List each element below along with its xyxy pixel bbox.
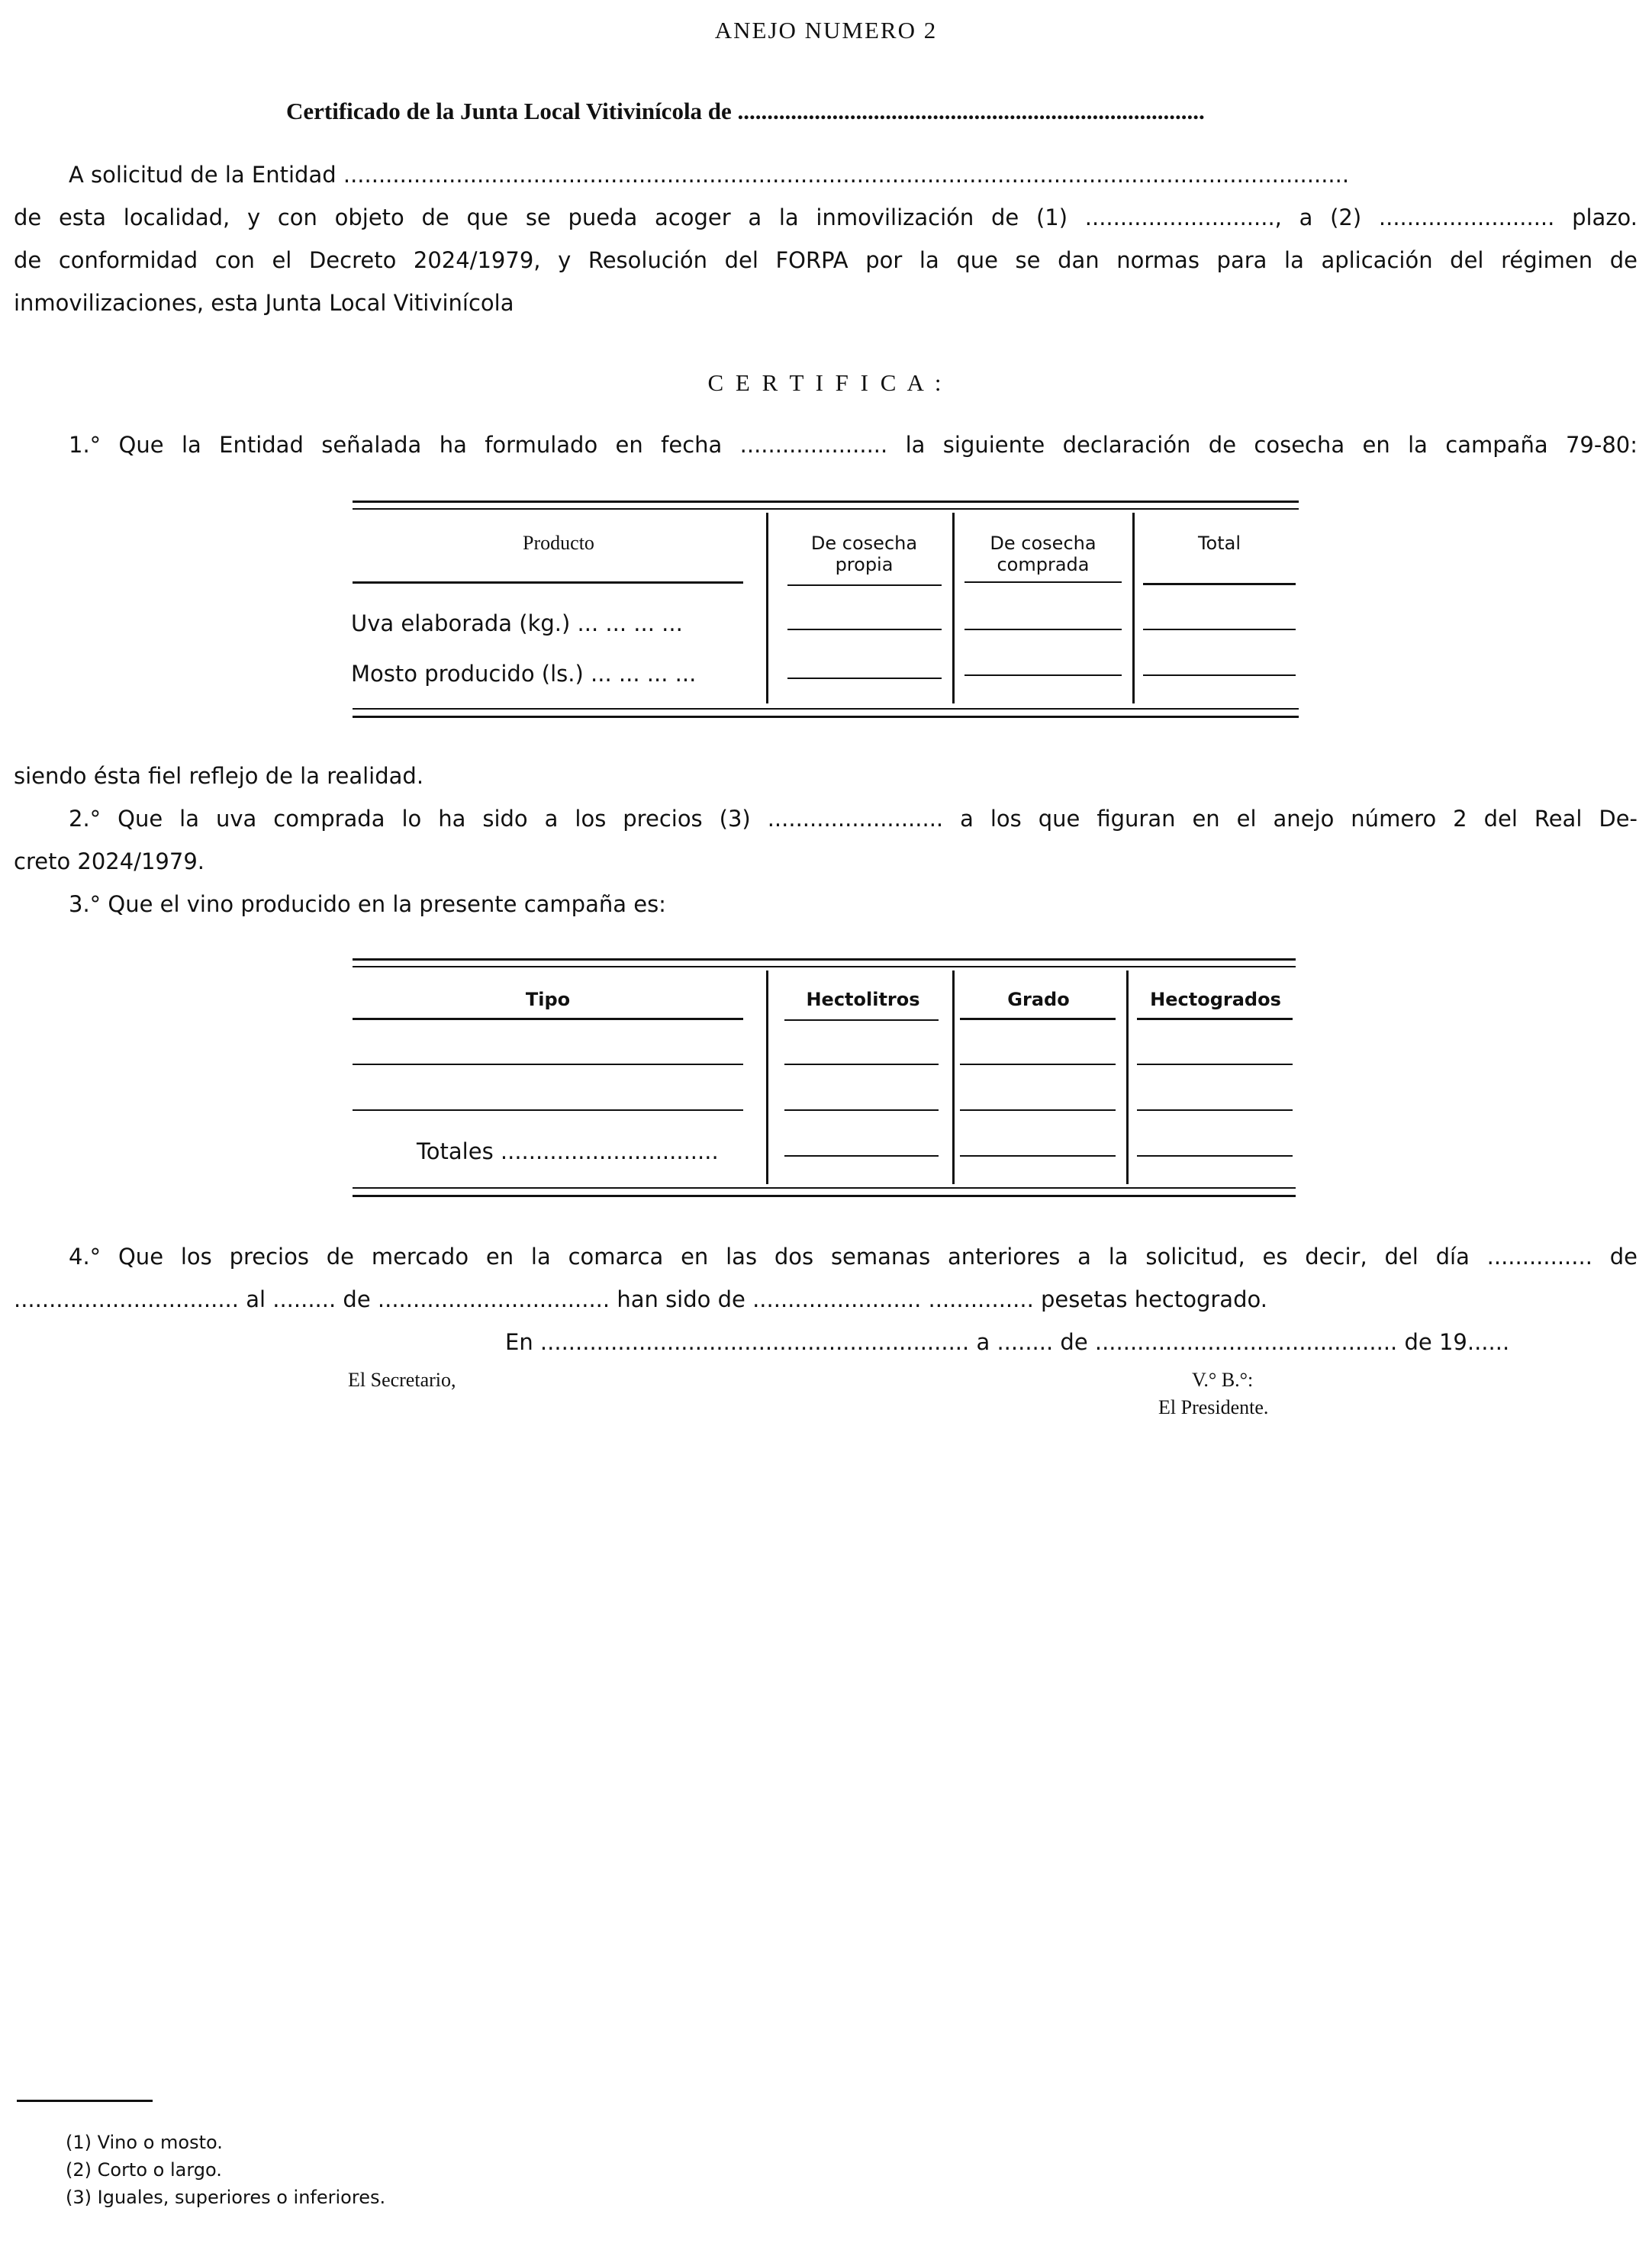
table2-totales-hectogrados xyxy=(1137,1155,1293,1157)
table1-header-comprada: De cosecha comprada xyxy=(990,533,1097,575)
item-4-line-2: ................................ al ......... de ................................. han sido de ........................ ............... pesetas hectogrado. xyxy=(14,1286,1267,1312)
certificate-title: Certificado de la Junta Local Vitivinícola de ............................................................................... xyxy=(286,98,1205,124)
table2-header-tipo: Tipo xyxy=(525,989,571,1010)
table2-top-rule-2 xyxy=(353,966,1296,967)
footnote-3: (3) Iguales, superiores o inferiores. xyxy=(66,2187,386,2208)
table2-row2-tipo xyxy=(353,1109,743,1111)
table1-top-rule-2 xyxy=(353,508,1299,510)
table1-col-divider-2 xyxy=(952,513,955,703)
table1-header-rule-col2 xyxy=(787,584,942,586)
intro-line-4: inmovilizaciones, esta Junta Local Vitivinícola xyxy=(14,290,514,316)
table1-header-total: Total xyxy=(1197,533,1241,554)
signature-secretario: El Secretario, xyxy=(348,1369,456,1391)
table1-blank-mosto-comprada xyxy=(964,674,1122,676)
table1-header-producto: Producto xyxy=(523,532,594,554)
footnote-1: (1) Vino o mosto. xyxy=(66,2132,223,2153)
table2-totales-label: Totales ............................... xyxy=(417,1138,719,1164)
document-heading: ANEJO NUMERO 2 xyxy=(714,17,938,43)
table2-row2-grado xyxy=(960,1109,1116,1111)
table1-header-rule-col1 xyxy=(353,581,743,584)
table2-bottom-rule-2 xyxy=(353,1195,1296,1197)
table1-col-divider-1 xyxy=(766,513,768,703)
table1-row-mosto: Mosto producido (ls.) ... ... ... ... xyxy=(351,661,697,687)
table1-blank-mosto-propia xyxy=(787,678,942,679)
table1-blank-uva-propia xyxy=(787,629,942,630)
table2-row1-grado xyxy=(960,1064,1116,1065)
table2-col-divider-1 xyxy=(766,970,768,1184)
table2-header-grado: Grado xyxy=(1007,989,1070,1010)
signature-vobo: V.° B.°: xyxy=(1192,1369,1254,1391)
table1-col-divider-3 xyxy=(1132,513,1135,703)
item-4-line-1: 4.° Que los precios de mercado en la comarca en las dos semanas anteriores a la solicitud, es decir, del día ............... de xyxy=(69,1244,1638,1270)
table2-header-rule-col1 xyxy=(353,1018,743,1020)
table1-header-propia: De cosecha propia xyxy=(810,533,918,575)
item-1: 1.° Que la Entidad señalada ha formulado en fecha ..................... la siguiente declaración de cosecha en la campaña 79-80: xyxy=(69,432,1638,458)
item-3: 3.° Que el vino producido en la presente campaña es: xyxy=(69,891,666,917)
table2-col-divider-2 xyxy=(952,970,955,1184)
table1-header-rule-col4 xyxy=(1143,583,1296,585)
table1-blank-mosto-total xyxy=(1143,674,1296,676)
table1-row-uva: Uva elaborada (kg.) ... ... ... ... xyxy=(351,610,683,636)
item-2-line-2: creto 2024/1979. xyxy=(14,848,204,874)
table2-totales-hectolitros xyxy=(784,1155,939,1157)
table1-header-rule-col3 xyxy=(964,581,1122,583)
table2-bottom-rule-1 xyxy=(353,1187,1296,1189)
table2-row1-tipo xyxy=(353,1064,743,1065)
table2-col-divider-3 xyxy=(1126,970,1129,1184)
table2-top-rule-1 xyxy=(353,958,1296,961)
table2-row2-hectogrados xyxy=(1137,1109,1293,1111)
table2-header-rule-col2 xyxy=(784,1019,939,1021)
after-table1-text: siendo ésta fiel reflejo de la realidad. xyxy=(14,763,424,789)
intro-line-3: de conformidad con el Decreto 2024/1979, y Resolución del FORPA por la que se dan normas para la aplicación del régimen de xyxy=(14,247,1638,273)
table2-header-hectogrados: Hectogrados xyxy=(1150,989,1281,1010)
intro-line-2: de esta localidad, y con objeto de que se pueda acoger a la inmovilización de (1) ..........................., a (2) ......................... plazo. xyxy=(14,204,1638,230)
footnote-2: (2) Corto o largo. xyxy=(66,2159,222,2181)
table1-bottom-rule-2 xyxy=(353,716,1299,718)
table2-row1-hectogrados xyxy=(1137,1064,1293,1065)
item-2-line-1: 2.° Que la uva comprada lo ha sido a los precios (3) ......................... a los que figuran en el anejo número 2 del Real De- xyxy=(69,806,1638,832)
table2-row1-hectolitros xyxy=(784,1064,939,1065)
table2-header-hectolitros: Hectolitros xyxy=(806,989,920,1010)
table2-row2-hectolitros xyxy=(784,1109,939,1111)
certifica-heading: C E R T I F I C A : xyxy=(707,369,945,396)
table1-blank-uva-total xyxy=(1143,629,1296,630)
footnote-separator xyxy=(17,2100,153,2102)
item-4-line-3: En ............................................................. a ........ de ........................................... de 19...... xyxy=(505,1329,1510,1355)
table2-header-rule-col4 xyxy=(1137,1018,1293,1020)
intro-line-1: A solicitud de la Entidad ............................................................................................................................................... xyxy=(69,162,1350,188)
table1-bottom-rule-1 xyxy=(353,708,1299,710)
table1-top-rule-1 xyxy=(353,501,1299,503)
table2-header-rule-col3 xyxy=(960,1018,1116,1020)
table2-totales-grado xyxy=(960,1155,1116,1157)
signature-presidente: El Presidente. xyxy=(1158,1396,1269,1418)
table1-blank-uva-comprada xyxy=(964,629,1122,630)
